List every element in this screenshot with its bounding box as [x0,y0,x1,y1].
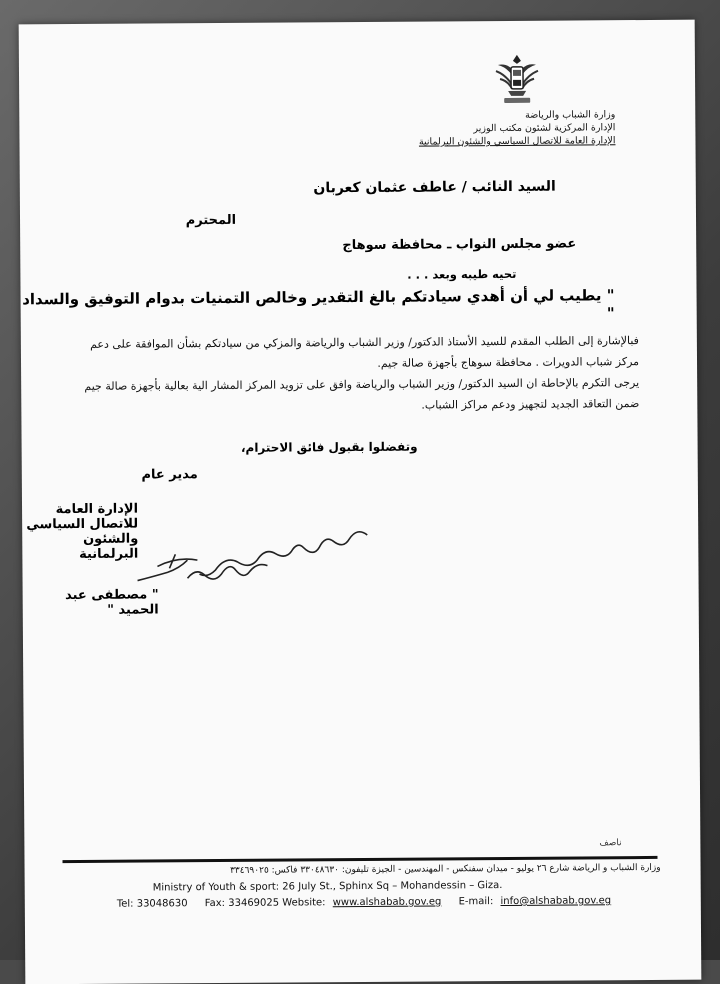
addressee: السيد النائب / عاطف عثمان كعربان [313,178,556,197]
footer-arabic-address: وزارة الشباب و الرياضة شارع ٢٦ يوليو - ميدان سفنكس - المهندسين - الجيزة تليفون: ٣٣٠٤٨٦٣٠ فاكس: ٣٣٤٦٩٠٢٥ [230,862,661,876]
honorific: المحترم [185,212,237,229]
general-admin-name: الإدارة العامة للاتصال السياسي والشئون البرلمانية [418,135,616,148]
footer-fax-website-label: Fax: 33469025 Website: [204,897,326,910]
footer-english-address: Ministry of Youth & sport: 26 July St., Sphinx Sq – Mohandessin – Giza. [152,880,503,894]
central-admin-name: الإدارة المركزية لشئون مكتب الوزير [473,122,616,135]
footer-tel: Tel: 33048630 [116,898,188,910]
footer-website-link[interactable]: www.alshabab.gov.eg [332,896,442,909]
letter-page [19,20,702,984]
signatory-department-line-2: والشئون البرلمانية [79,531,139,562]
handwritten-signature [117,517,378,594]
footer-email-label: E-mail: [458,896,494,908]
opening-quote: " يطيب لي أن أهدي سيادتكم بالغ التقدير وخالص التمنيات بدوام التوفيق والسداد " [22,286,615,323]
reference-initials: ناصف [599,838,622,849]
footer-divider [62,856,657,863]
footer-contact-line [117,895,625,910]
signatory-title: مدير عام [141,467,198,483]
member-affiliation: عضو مجلس النواب ـ محافظة سوهاج [342,236,577,254]
greeting: تحيه طيبه وبعد . . . [407,266,517,282]
signatory-department-line-1: الإدارة العامة للاتصال السياسي [26,501,139,533]
footer-email-link[interactable]: info@alshabab.gov.eg [500,895,612,908]
ministry-name: وزارة الشباب والرياضة [525,109,616,121]
signatory-name: " مصطفى عبد الحميد " [65,587,159,618]
eagle-emblem-icon [494,51,540,107]
body-paragraph-2: يرجى التكرم بالإحاطة ان السيد الدكتور/ وزير الشباب والرياضة وافق على تزويد المركز المشار الية بعالية بأجهزة صالة جيم ضمن التعاقد الجديد لتجهيز ودعم مراكز الشباب. [84,376,640,412]
ministry-letterhead [419,108,616,148]
body-paragraph-1: فبالإشارة إلى الطلب المقدم للسيد الأستاذ الدكتور/ وزير الشباب والرياضة والمزكي من سيادتكم بشأن الموافقة على دعم مركز شباب الدويرات . محافظة سوهاج بأجهزة صالة جيم. [90,334,640,370]
closing-line: وتفضلوا بقبول فائق الاحترام، [240,439,418,455]
